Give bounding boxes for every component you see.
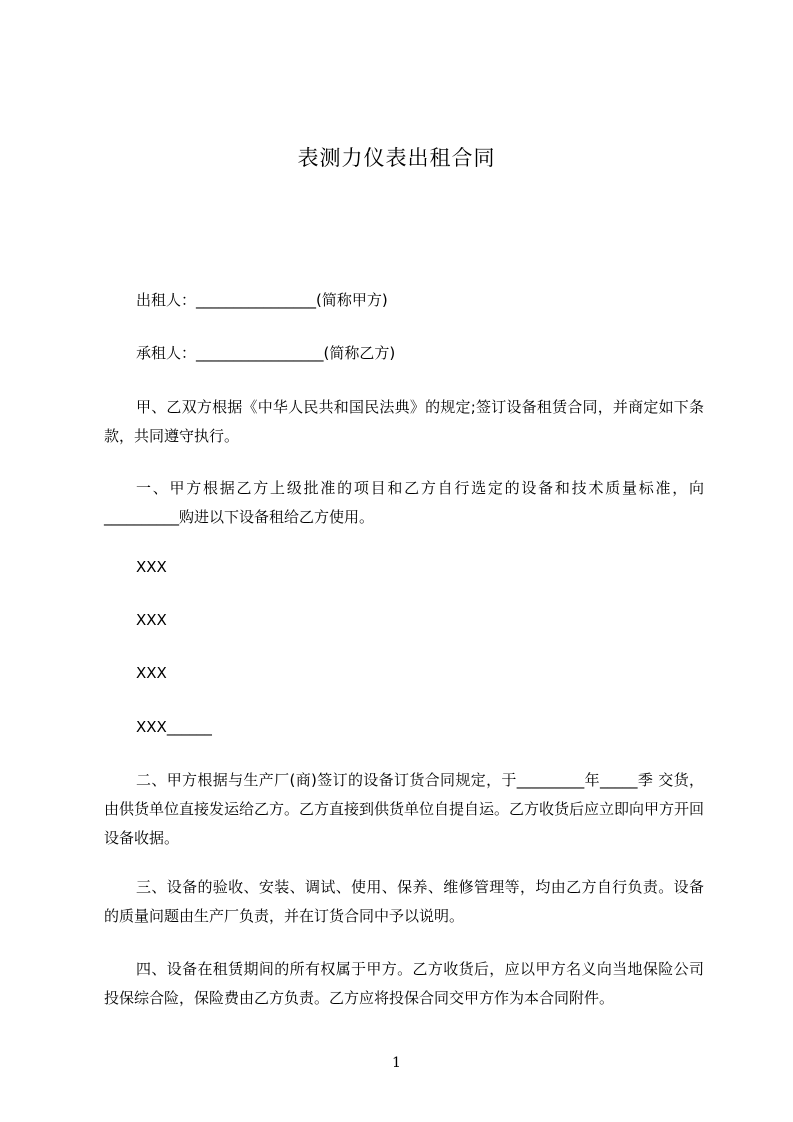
equipment-item-3: XXX	[136, 664, 167, 682]
lessor-line: 出租人：________________(简称甲方)	[136, 291, 388, 309]
lessee-line: 承租人：_________________(简称乙方)	[136, 344, 396, 362]
document-title: 表测力仪表出租合同	[297, 146, 496, 170]
equipment-item-2: XXX	[136, 611, 167, 629]
clause-2-paragraph: 二、甲方根据与生产厂(商)签订的设备订货合同规定，于_________年_____季 交货，由供货单位直接发运给乙方。乙方直接到供货单位自提自运。乙方收货后应立即向甲方开回设备收据。	[104, 771, 705, 847]
page-number: 1	[392, 1055, 401, 1071]
equipment-item-1: XXX	[136, 558, 167, 576]
clause-1-paragraph: 一、甲方根据乙方上级批准的项目和乙方自行选定的设备和技术质量标准，向__________购进以下设备租给乙方使用。	[104, 479, 704, 526]
clause-4-paragraph: 四、设备在租赁期间的所有权属于甲方。乙方收货后，应以甲方名义向当地保险公司投保综合险，保险费由乙方负责。乙方应将投保合同交甲方作为本合同附件。	[104, 960, 704, 1007]
preamble-paragraph: 甲、乙双方根据《中华人民共和国民法典》的规定;签订设备租赁合同，并商定如下条款，共同遵守执行。	[104, 398, 704, 445]
clause-3-paragraph: 三、设备的验收、安装、调试、使用、保养、维修管理等，均由乙方自行负责。设备的质量问题由生产厂负责，并在订货合同中予以说明。	[104, 878, 704, 925]
equipment-item-4: XXX______	[136, 718, 212, 736]
